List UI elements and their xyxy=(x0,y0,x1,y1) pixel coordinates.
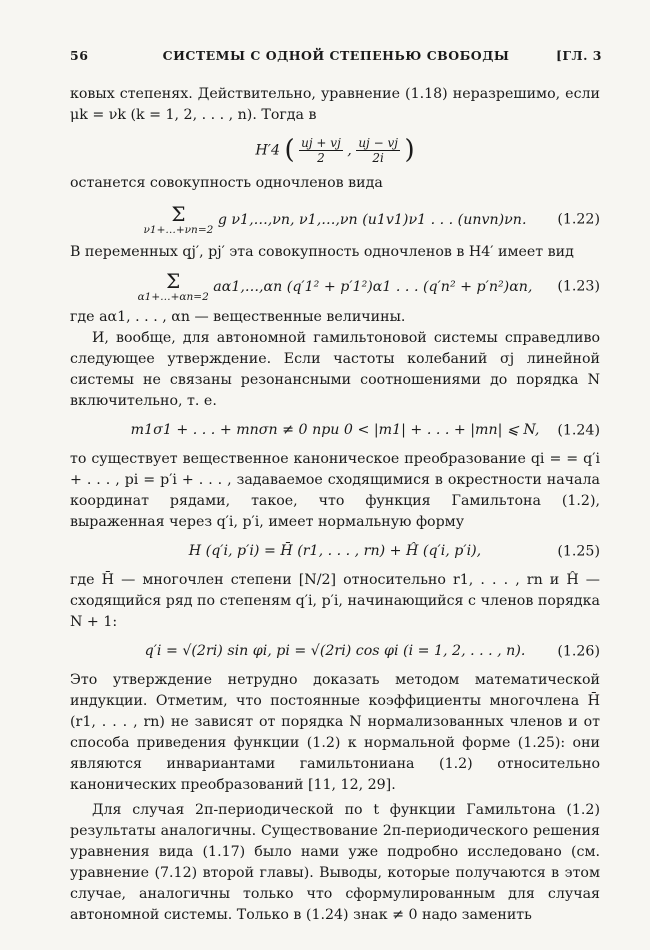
fraction-1-numerator: uj + vj xyxy=(301,136,341,150)
paragraph-6: то существует вещественное каноническое преобразование qi = = q′i + . . . , pi = p′i + . . . , задаваемое сходящимися в окрестности начала координат рядами, такое, что функция Гамильтона (1.2), выраженная через q′i, p′i, имеет нормальную форму xyxy=(70,451,600,530)
running-title: СИСТЕМЫ С ОДНОЙ СТЕПЕНЬЮ СВОБОДЫ xyxy=(162,48,510,63)
paragraph-3: В переменных qj′, pj′ эта совокупность одночленов в H4′ имеет вид xyxy=(70,244,574,260)
equation-number-1-24: (1.24) xyxy=(557,422,600,438)
page-body xyxy=(70,84,600,926)
formula-1-23: Σ α1+…+αn=2 aα1,…,αn (q′1² + p′1²)α1 . . . (q′n² + p′n²)αn, (1.23) xyxy=(137,269,600,303)
formula-1-22-sum-index: ν1+…+νn=2 xyxy=(143,224,214,236)
paragraph-2: останется совокупность одночленов вида xyxy=(70,175,383,191)
fraction-2-numerator: uj − vj xyxy=(358,136,398,150)
equation-number-1-22: (1.22) xyxy=(557,211,600,228)
fraction-2-denominator: 2i xyxy=(372,151,384,165)
equation-number-1-26: (1.26) xyxy=(557,643,600,659)
formula-1-24-body: m1σ1 + . . . + mnσn ≠ 0 при 0 < |m1| + . . . + |mn| ⩽ N, xyxy=(130,422,540,438)
formula-1-22-body: g ν1,…,νn, ν1,…,νn (u1v1)ν1 . . . (unvn)νn. xyxy=(217,212,527,228)
paragraph-8: Это утверждение нетрудно доказать методом математической индукции. Отметим, что постоянные коэффициенты многочлена H̄ (r1, . . . , rn) не зависят от порядка N нормализованных членов и от способа приведения функции (1.2) к нормальной форме (1.25): они являются инвариантами гамильтониана (1.2) относительно канонических преобразований [11, 12, 29]. xyxy=(70,672,600,793)
formula-1-26-body: q′i = √(2ri) sin φi, pi = √(2ri) cos φi (i = 1, 2, . . . , n). xyxy=(144,643,526,659)
equation-number-1-25: (1.25) xyxy=(557,543,600,559)
formula-1-24 xyxy=(70,420,600,441)
formula-1-23-body: aα1,…,αn (q′1² + p′1²)α1 . . . (q′n² + p′n²)αn, xyxy=(213,279,533,295)
formula-1-26 xyxy=(70,641,600,662)
paragraph-4: где aα1, . . . , αn — вещественные величины. xyxy=(70,309,406,325)
paragraph-1: ковых степенях. Действительно, уравнение (1.18) неразрешимо, если μk = νk (k = 1, 2, . . . , n). Тогда в xyxy=(70,86,600,123)
formula-1-22: Σ ν1+…+νn=2 g ν1,…,νn, ν1,…,νn (u1v1)ν1 . . . (unvn)νn. (1.22) xyxy=(143,202,600,236)
fraction-1-denominator: 2 xyxy=(317,151,325,165)
formula-h4: H′4 ( $\frac{uj + vj}{2}$ , $\frac{uj - vj}{2i}$ ) xyxy=(255,135,415,165)
formula-h4-symbol: H′4 xyxy=(255,142,280,159)
chapter-label: [ГЛ. 3 xyxy=(556,48,602,63)
running-header xyxy=(70,48,602,68)
paragraph-5: И, вообще, для автономной гамильтоновой системы справедливо следующее утверждение. Если частоты колебаний σj линейной системы не связаны резонансными соотношениями до порядка N включительно, т. е. xyxy=(70,330,600,409)
formula-1-25 xyxy=(70,541,600,562)
page-number: 56 xyxy=(70,48,89,63)
equation-number-1-23: (1.23) xyxy=(557,278,600,295)
formula-1-25-body: H (q′i, p′i) = H̄ (r1, . . . , rn) + Ĥ (q′i, p′i), xyxy=(188,543,482,559)
formula-1-23-sum-index: α1+…+αn=2 xyxy=(137,291,209,303)
fraction-1 xyxy=(299,136,343,165)
paragraph-7: где H̄ — многочлен степени [N/2] относительно r1, . . . , rn и Ĥ — сходящийся ряд по степеням q′i, p′i, начинающийся с членов порядка N + 1: xyxy=(70,572,600,630)
paragraph-9: Для случая 2π-периодической по t функции Гамильтона (1.2) результаты аналогичны. Существование 2π-периодического решения уравнения вида (1.17) было нами уже подробно исследовано (см. уравнение (7.12) второй главы). Выводы, которые получаются в этом случае, аналогичны только что сформулированным для случая автономной системы. Только в (1.24) знак ≠ 0 надо заменить xyxy=(70,802,600,923)
fraction-2 xyxy=(356,136,400,165)
